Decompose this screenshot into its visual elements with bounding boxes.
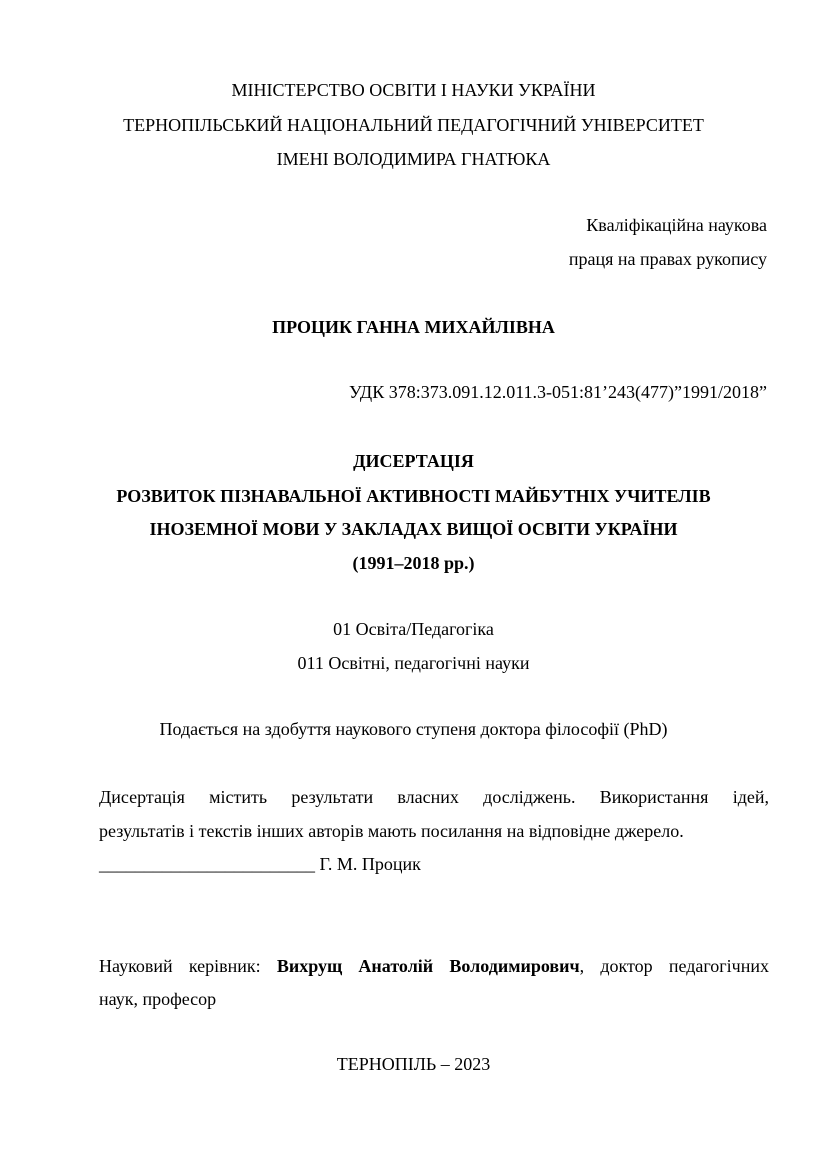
university-name-continued: ІМЕНІ ВОЛОДИМИРА ГНАТЮКА <box>276 149 551 169</box>
manuscript-note-line-2: праця на правах рукопису <box>568 249 767 269</box>
supervisor-title: , доктор педагогічних <box>579 956 770 976</box>
author-name: ПРОЦИК ГАННА МИХАЙЛІВНА <box>272 317 555 337</box>
supervisor-name: Вихрущ Анатолій Володимирович <box>276 956 580 976</box>
signature-block <box>99 853 421 875</box>
manuscript-note-line-1: Кваліфікаційна наукова <box>586 215 767 235</box>
document-type-label: ДИСЕРТАЦІЯ <box>353 451 474 471</box>
ministry-name: МІНІСТЕРСТВО ОСВІТИ І НАУКИ УКРАЇНИ <box>231 80 596 100</box>
degree-statement: Подається на здобуття наукового ступеня доктора філософії (PhD) <box>159 719 668 739</box>
city-year: ТЕРНОПІЛЬ – 2023 <box>336 1054 491 1074</box>
supervisor-line-1 <box>99 955 769 977</box>
specialty-field: 01 Освіта/Педагогіка <box>333 619 494 639</box>
dissertation-title-period: (1991–2018 рр.) <box>352 553 475 573</box>
dissertation-title-line-2: ІНОЗЕМНОЇ МОВИ У ЗАКЛАДАХ ВИЩОЇ ОСВІТИ УКРАЇНИ <box>149 519 678 539</box>
supervisor-line-2: наук, професор <box>99 989 217 1009</box>
supervisor-prefix: Науковий керівник: <box>99 956 261 976</box>
specialty-code: 011 Освітні, педагогічні науки <box>297 653 530 673</box>
signature-line: ________________________ <box>99 854 315 874</box>
university-name: ТЕРНОПІЛЬСЬКИЙ НАЦІОНАЛЬНИЙ ПЕДАГОГІЧНИЙ УНІВЕРСИТЕТ <box>123 115 704 135</box>
signature-name: Г. М. Процик <box>319 854 421 874</box>
udc-code: УДК 378:373.091.12.011.3-051:81’243(477)”1991/2018” <box>349 382 767 402</box>
dissertation-title-line-1: РОЗВИТОК ПІЗНАВАЛЬНОЇ АКТИВНОСТІ МАЙБУТНІХ УЧИТЕЛІВ <box>116 486 711 506</box>
declaration-line-2: результатів і текстів інших авторів мають посилання на відповідне джерело. <box>99 821 684 841</box>
declaration-line-1: Дисертація містить результати власних досліджень. Використання ідей, <box>99 787 769 807</box>
